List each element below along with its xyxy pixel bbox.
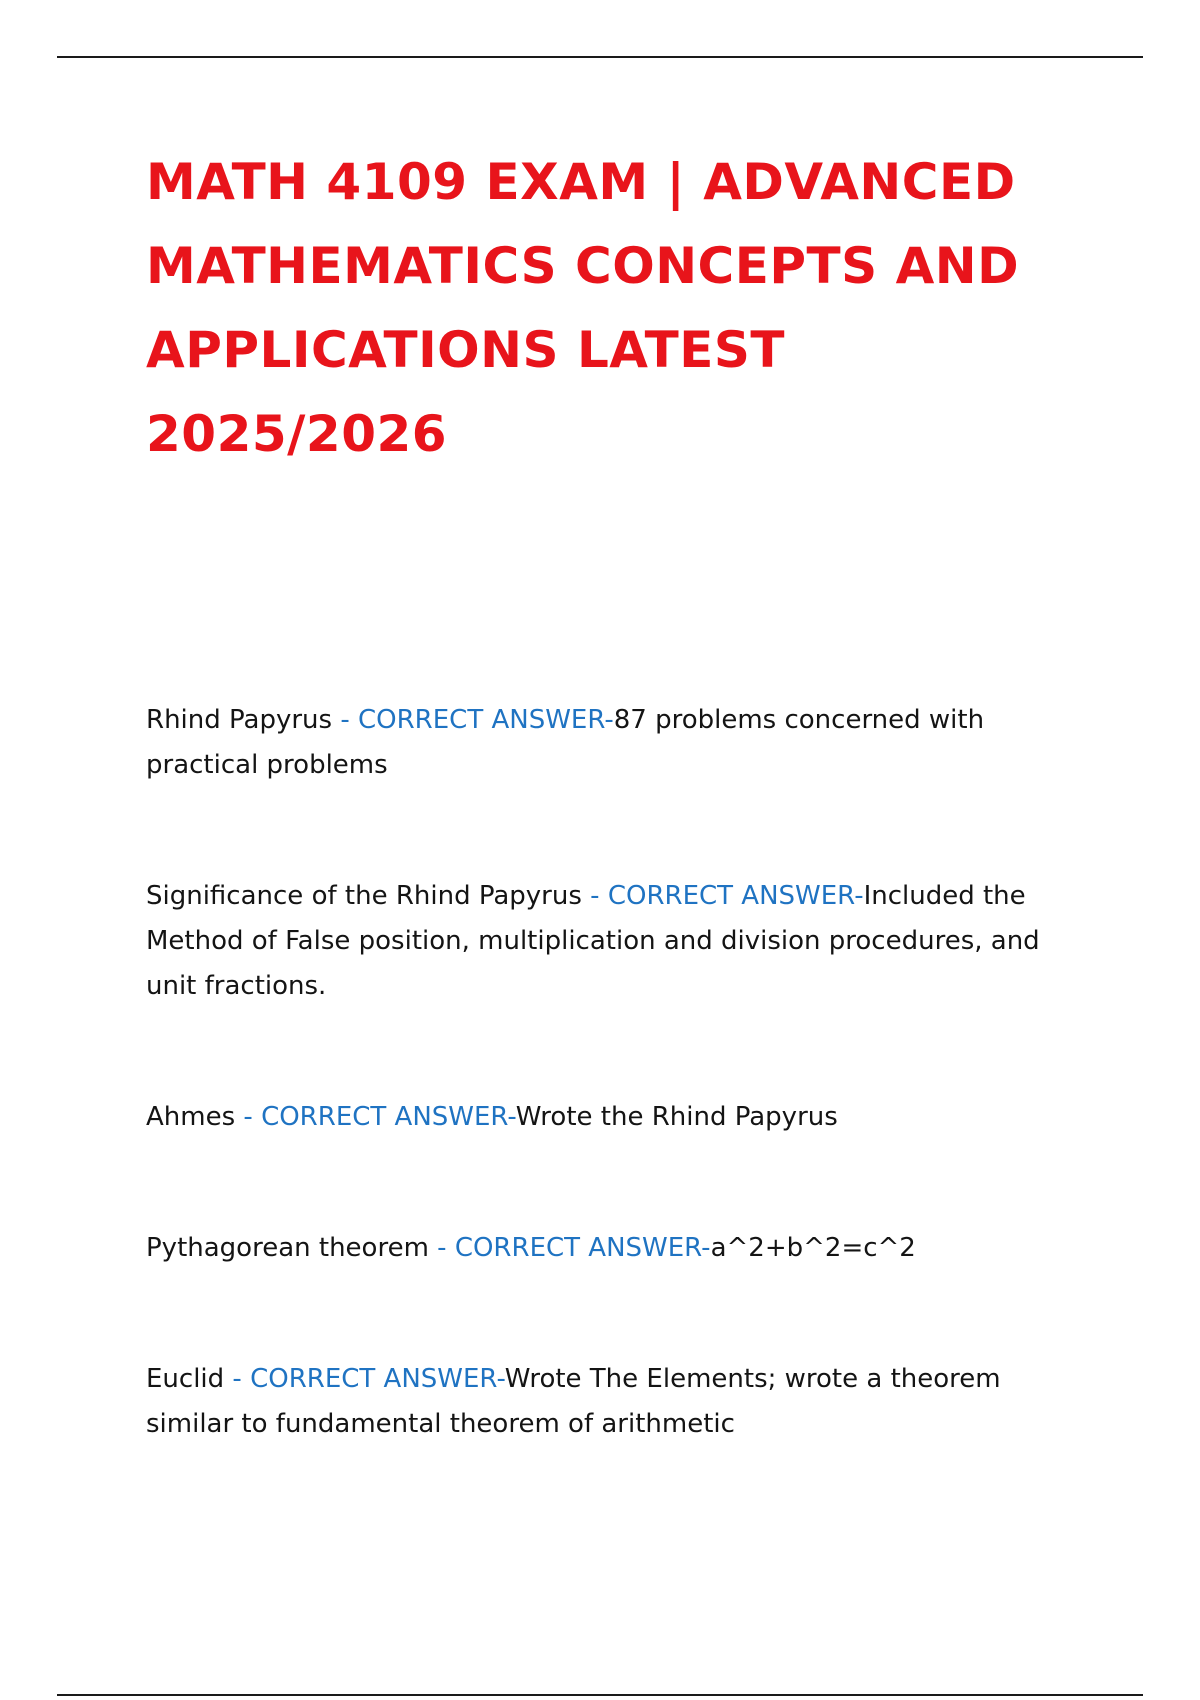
qa-answer-continuation: similar to fundamental theorem of arithmetic [146, 1409, 735, 1439]
qa-separator: - [224, 1364, 251, 1394]
qa-separator: - [332, 705, 358, 735]
qa-first-line [146, 1226, 1096, 1271]
title-line-1: MATH 4109 EXAM | ADVANCED [146, 153, 1016, 211]
correct-answer-marker: CORRECT ANSWER- [250, 1364, 505, 1394]
correct-answer-marker: CORRECT ANSWER- [357, 705, 614, 735]
qa-answer: 87 problems concerned with [613, 705, 985, 735]
qa-separator: - [428, 1233, 455, 1263]
qa-answer-continuation: practical problems [146, 750, 388, 780]
qa-term: Rhind Papyrus [146, 705, 333, 735]
qa-term: Ahmes [146, 1102, 236, 1132]
qa-separator: - [235, 1102, 262, 1132]
title-line-4: 2025/2026 [146, 405, 448, 463]
title-line-2: MATHEMATICS CONCEPTS AND [146, 237, 1020, 295]
top-rule [57, 56, 1143, 58]
qa-answer-continuation: Method of False position, multiplication and division procedures, and [146, 926, 1040, 956]
qa-item-pythagorean-theorem [146, 1226, 1096, 1271]
qa-answer: Included the [863, 881, 1026, 911]
title-line-3: APPLICATIONS LATEST [146, 321, 785, 379]
qa-first-line [146, 1357, 1096, 1402]
qa-term: Euclid [146, 1364, 225, 1394]
qa-answer: Wrote the Rhind Papyrus [515, 1102, 838, 1132]
bottom-rule [57, 1694, 1143, 1696]
qa-term: Pythagorean theorem [146, 1233, 429, 1263]
qa-separator: - [581, 881, 608, 911]
qa-list [146, 698, 1096, 1447]
qa-term: Significance of the Rhind Papyrus [146, 881, 582, 911]
qa-first-line [146, 874, 1096, 919]
correct-answer-marker: CORRECT ANSWER- [454, 1233, 711, 1263]
qa-item-rhind-papyrus [146, 698, 1096, 788]
qa-item-significance-rhind-papyrus [146, 874, 1096, 1009]
qa-answer: Wrote The Elements; wrote a theorem [504, 1364, 1001, 1394]
qa-first-line [146, 1095, 1096, 1140]
correct-answer-marker: CORRECT ANSWER- [261, 1102, 516, 1132]
qa-item-ahmes [146, 1095, 1096, 1140]
qa-item-euclid [146, 1357, 1096, 1447]
correct-answer-marker: CORRECT ANSWER- [607, 881, 864, 911]
qa-answer-continuation: unit fractions. [146, 971, 327, 1001]
document-title [146, 140, 1046, 476]
qa-answer: a^2+b^2=c^2 [710, 1233, 916, 1263]
qa-first-line [146, 698, 1096, 743]
